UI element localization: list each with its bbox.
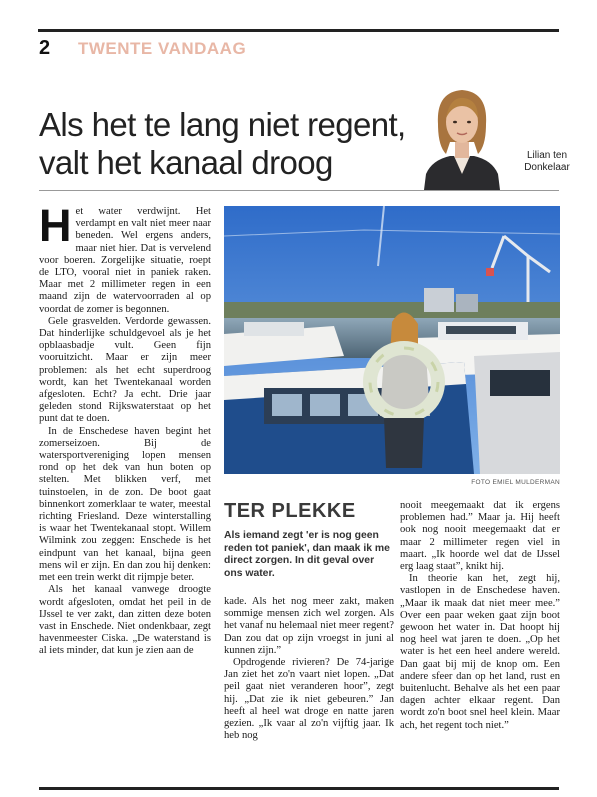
author-photo (420, 82, 504, 190)
paragraph: Als het kanaal vanwege droogte wordt afgesloten, omdat het peil in de IJssel te ver zakt, dan zitten deze boten vast in Enschede. Niet ondenkbaar, zegt havenmeester Ciska. „De waterstand is al iets minder, dat kun je zien aan de (39, 584, 211, 657)
headline: Als het te lang niet regent, valt het kanaal droog (39, 106, 406, 181)
column-3 (400, 500, 560, 732)
page-number: 2 (39, 37, 51, 59)
paragraph: Gele grasvelden. Verdorde gewassen. Dat hinderlijke schuldgevoel als je het opblaasbadje vult. Geen fijn vooruitzicht. Maar er zijn meer problemen: als het echt superdroog wordt, kan het Twentekanaal worden afgesloten. Echt? Ja echt. Drie jaar geleden stond Rijkswaterstaat op het punt dat te doen. (39, 315, 211, 425)
author-name: Lilian ten Donkelaar (524, 150, 570, 173)
top-rule (38, 29, 559, 32)
section-title: TWENTE VANDAAG (78, 39, 247, 58)
paragraph: nooit meegemaakt dat ik ergens problemen had.” Maar ja. Hij heeft ook nog nooit meegemaakt dat er maar 2 millimeter regen viel in maart. „Ik hoorde wel dat de IJssel erg laag staat”, knikt hij. (400, 500, 560, 573)
photo-credit: FOTO EMIEL MULDERMAN (471, 479, 560, 486)
paragraph: In de Enschedese haven begint het zomerseizoen. Bij de watersportvereniging lopen mensen rond op het dek van hun boten op stelten. Met blikken verf, met tuinstoelen, in de zon. De boot gaat binnenkort zomerklaar te water, meestal richting Friesland. Deze winterstalling is waar het Twentekanaal stopt. Willem Wilmink zou zeggen: Enschede is het eindpunt van het kanaal, bijna geen mens wil er zijn. En dan zou hij denken: met een trein werkt dit rijmpje beter. (39, 425, 211, 584)
column-2 (224, 596, 394, 742)
headline-rule (39, 190, 559, 191)
bottom-rule (39, 787, 559, 790)
paragraph: In theorie kan het, zegt hij, vastlopen in de Enschedese haven. „Maar ik maak dat niet meer mee.” Over een paar weken gaat zijn boot gewoon het water in. Dat hoopt hij nog heel wat jaren te doen. „Op het water is het een heel andere wereld. Dan gaat bij mij de knop om. Een andere sfeer dan op het land, rust en buitenlucht. Behalve als het een paar dagen achter elkaar regent. Dan wordt zo'n boot snel heel klein. Maar ach, het regent toch niet.” (400, 573, 560, 731)
drop-cap: H (39, 200, 72, 251)
column-1 (39, 200, 211, 658)
intro-text: Als iemand zegt 'er is nog geen reden tot paniek', dan maak ik me direct zorgen. In dit geval over ons water. (224, 530, 390, 579)
paragraph: Opdrogende rivieren? De 74-jarige Jan ziet het zo'n vaart niet lopen. „Dat peil gaat niet veranderen hoor”, zegt hij. „Dat zie ik niet gebeuren.” Jan heeft al heel wat droge en natte jaren gezien. „Ik vaar al zo'n vijftig jaar. Ik heb nog (224, 657, 394, 742)
paragraph: kade. Als het nog meer zakt, maken sommige mensen zich wel zorgen. Als het vanaf nu helemaal niet meer regent? Dan zou dat op zijn vroegst in juni al kunnen zijn.” (224, 596, 394, 656)
paragraph: et water verdwijnt. Het verdampt en valt niet meer naar beneden. Wel ergens anders, maar niet hier. Dat is vervelend voor boeren. Zorgelijke situatie, roept de LTO, vooral niet in paniek raken. Maar met 2 millimeter regen in een maand zijn de watervoorraden al op voordat de zomer is begonnen. (39, 206, 211, 315)
ter-plekke-heading: TER PLEKKE (224, 500, 356, 522)
harbor-photo (224, 206, 560, 474)
